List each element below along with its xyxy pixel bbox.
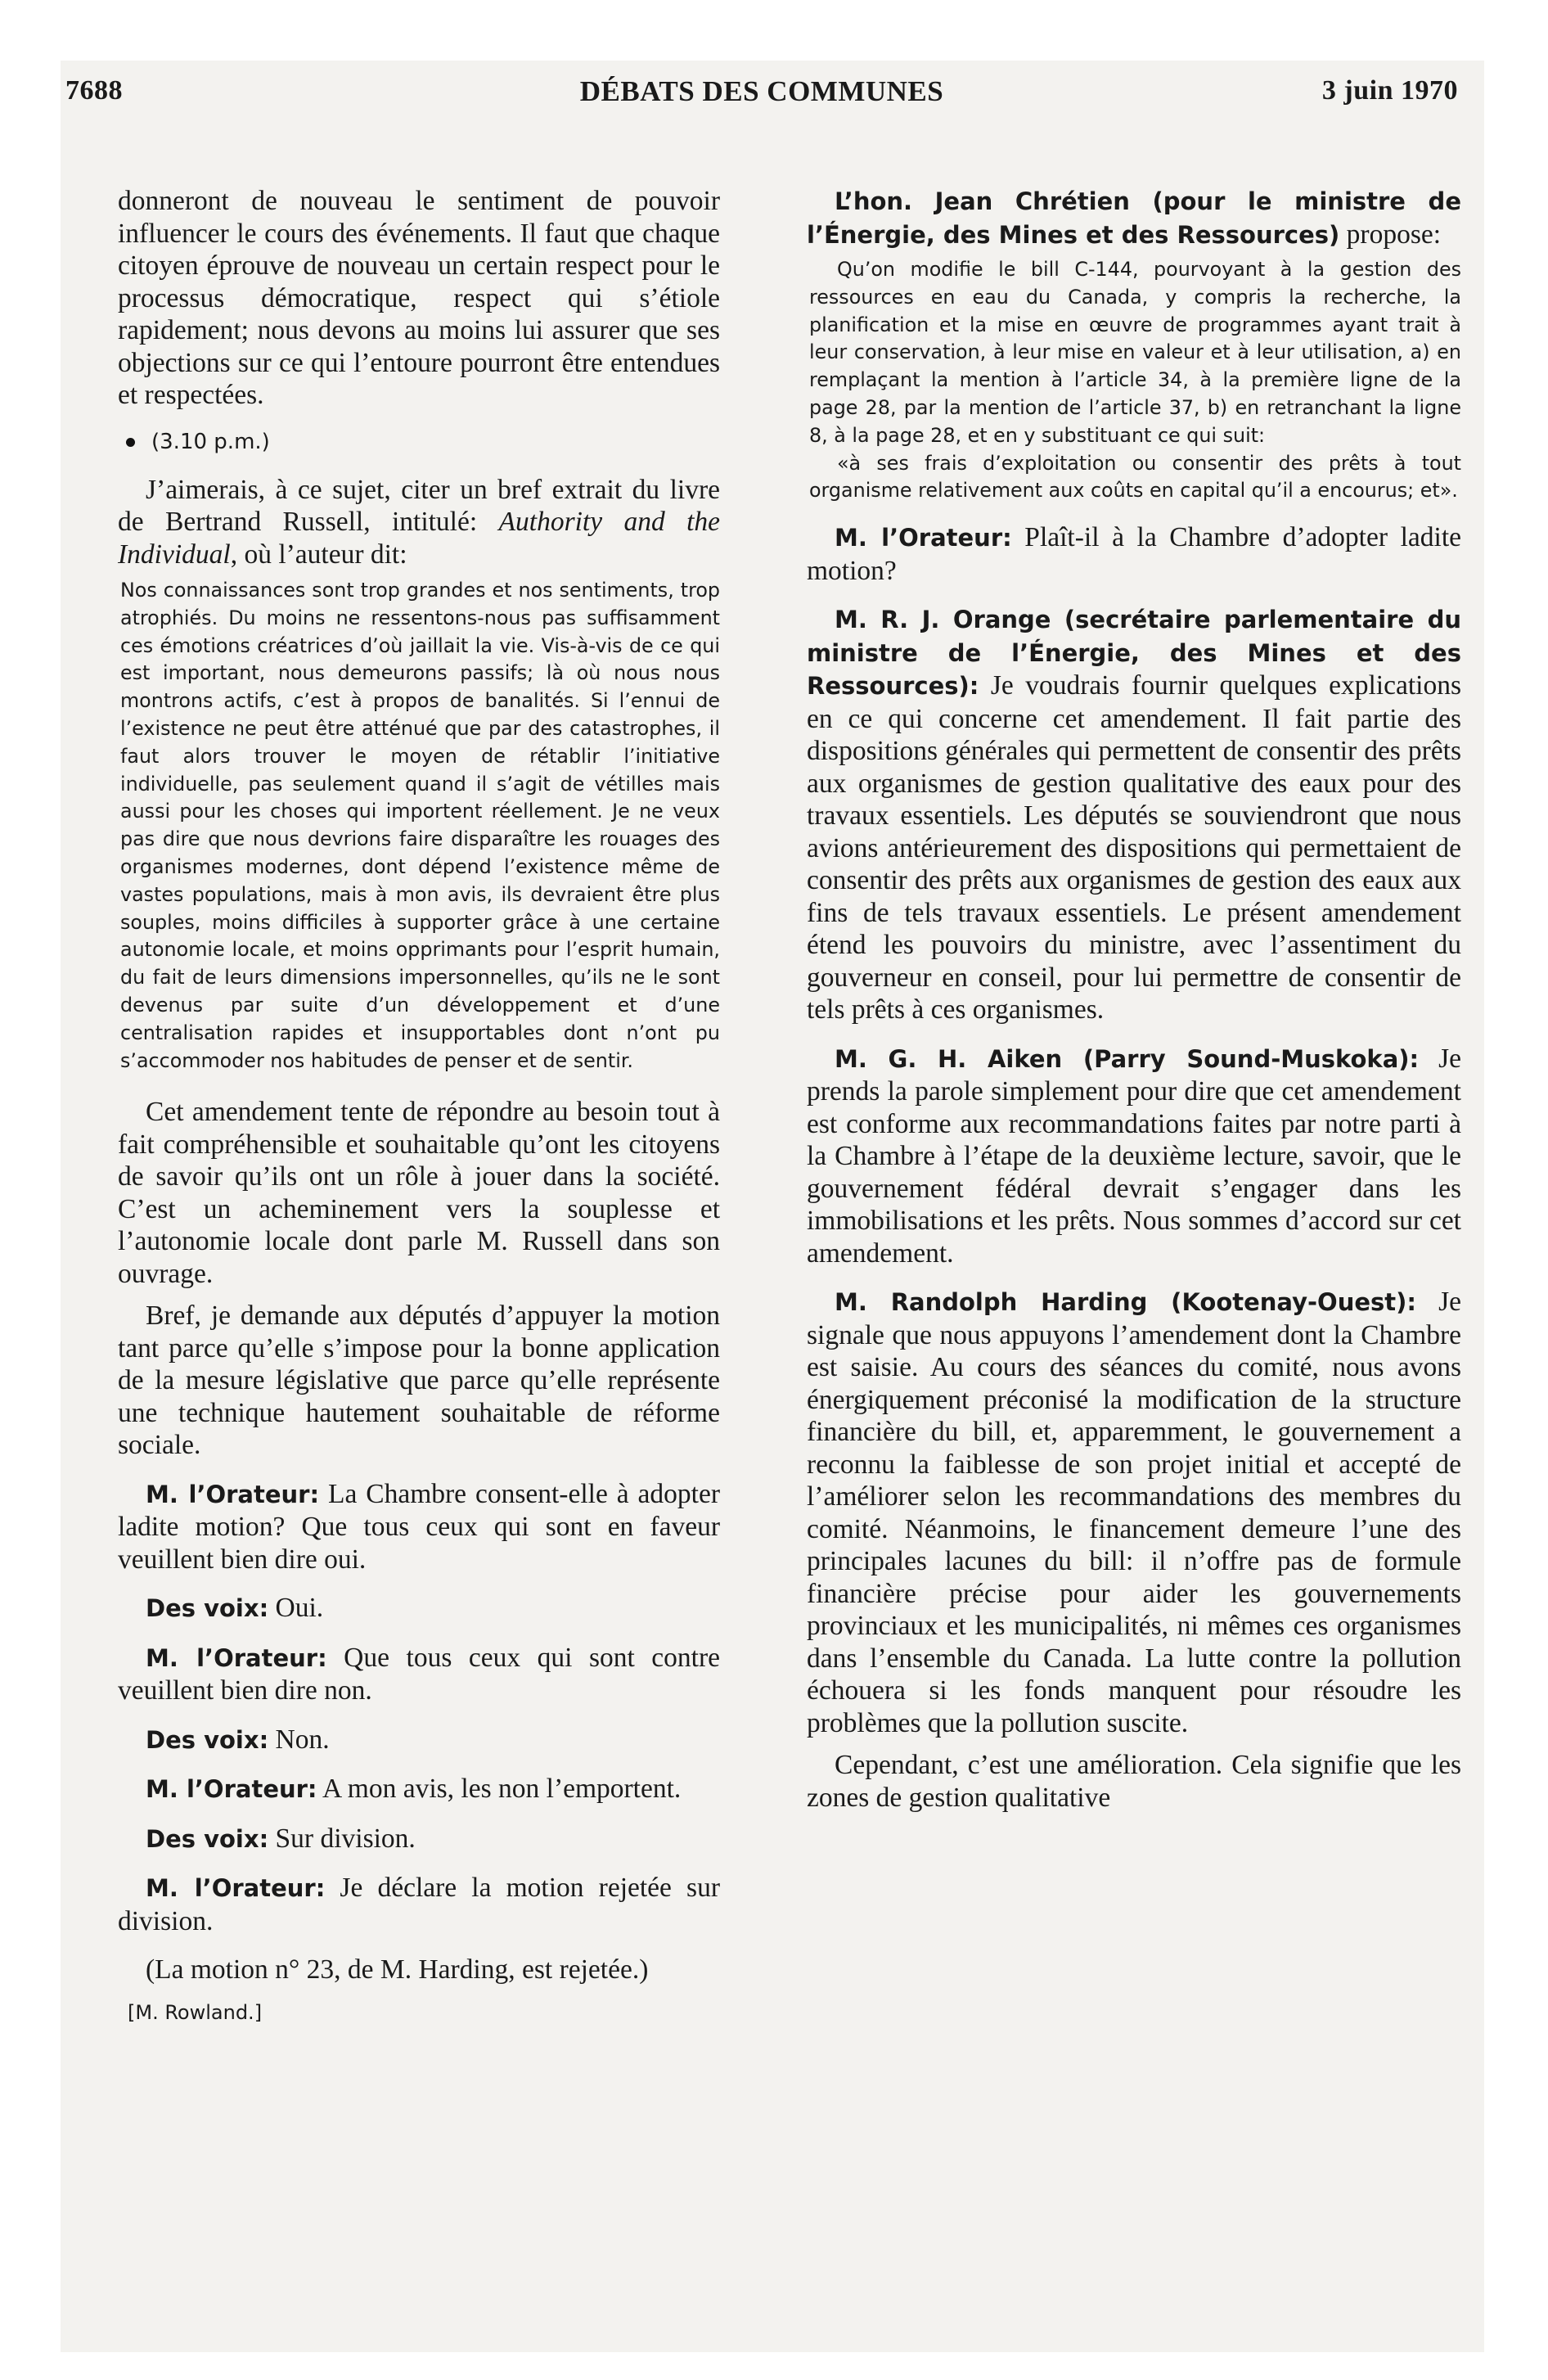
speech-text: Que tous ceux qui sont contre veuillent bien dire non.: [118, 1642, 720, 1706]
speaker-name: M. Randolph Harding (Kootenay-Ouest):: [835, 1288, 1416, 1317]
speech-text: Je déclare la motion rejetée sur division.: [118, 1873, 720, 1936]
speech: [118, 1872, 720, 1937]
speech: [118, 1642, 720, 1707]
paragraph: Cependant, c’est une amélioration. Cela signifie que les zones de gestion qualitative: [807, 1750, 1461, 1813]
speaker-name: M. G. H. Aiken (Parry Sound-Muskoka):: [835, 1044, 1420, 1073]
speaker-name: M. l’Orateur:: [146, 1643, 327, 1672]
speech-text: Non.: [268, 1724, 330, 1755]
speech: [118, 1592, 720, 1625]
speaker-name: Des voix:: [146, 1824, 269, 1853]
speaker-name: M. l’Orateur:: [146, 1874, 326, 1903]
page-header: [65, 75, 1458, 124]
speaker-name: M. l’Orateur:: [146, 1775, 317, 1804]
speech-text: Plaît-il à la Chambre d’adopter ladite motion?: [807, 522, 1461, 586]
speech-text: Oui.: [268, 1593, 324, 1624]
motion-text: Qu’on modifie le bill C-144, pourvoyant à la gestion des ressources en eau du Canada, y compris la recherche, la planification et la mise en œuvre de programmes ayant trait à leur conservation, à leur mise en valeur et à leur utilisation, a) en remplaçant la mention à l’article 34, à la première ligne de la page 28, par la mention de l’article 37, b) en retranchant la ligne 8, à la page 28, et en y substituant ce qui suit:: [809, 258, 1461, 447]
speech: [118, 1823, 720, 1856]
speech: [807, 1043, 1461, 1270]
speaker-name: Des voix:: [146, 1725, 269, 1754]
page-title: DÉBATS DES COMMUNES: [579, 75, 944, 107]
page-date: 3 juin 1970: [1321, 75, 1458, 106]
speech-text: Je signale que nous appuyons l’amendement dont la Chambre est saisie. Au cours des séances du comité, nous avons énergiquement préconisé la modification de la structure financière du bill, et, apparemment, le gouvernement a reconnu la faiblesse de son projet initial et accepté de l’améliorer selon les recommandations des membres du comité. Néanmoins, le financement demeure l’une des principales lacunes du bill: il n’offre pas de formule financière précise pour aider les gouvernements provinciaux et les municipalités, ni mêmes ces organismes dans l’ensemble du Canada. La lutte contre la pollution échouera si les fonds manquent pour résoudre les problèmes que la pollution suscite.: [807, 1287, 1461, 1738]
paragraph-text: , où l’auteur dit:: [230, 539, 407, 570]
speech: [807, 185, 1461, 251]
speaker-name: M. R. J. Orange (secrétaire parlementaire du ministre de l’Énergie, des Mines et des Ressources):: [807, 606, 1461, 701]
speech-text: propose:: [1339, 219, 1442, 250]
right-column: [807, 185, 1461, 1814]
paragraph: (La motion n° 23, de M. Harding, est rejetée.): [146, 1954, 649, 1986]
speech-text: Sur division.: [268, 1823, 416, 1854]
page-number: 7688: [65, 75, 123, 106]
book-title: Authority and the Individual: [118, 507, 721, 570]
paragraph: Cet amendement tente de répondre au besoin tout à fait compréhensible et souhaitable qu’ont les citoyens de savoir qu’ils ont un rôle à jouer dans la société. C’est un acheminement vers la souplesse et l’autonomie locale dont parle M. Russell dans son ouvrage.: [118, 1097, 720, 1289]
speech: [118, 1478, 720, 1576]
footer-attribution: [M. Rowland.]: [128, 2000, 263, 2024]
speech-text: La Chambre consent-elle à adopter ladite motion? Que tous ceux qui sont en faveur veuillent bien dire oui.: [118, 1478, 720, 1575]
speech: [807, 603, 1461, 1026]
speech: [807, 521, 1461, 587]
left-column: [118, 185, 720, 2024]
timestamp: [126, 430, 720, 454]
speech-text: A mon avis, les non l’emportent.: [317, 1774, 682, 1805]
bullet-icon: [126, 438, 135, 447]
speech: [807, 1286, 1461, 1739]
paragraph: [118, 474, 720, 571]
motion-quote: «à ses frais d’exploitation ou consentir des prêts à tout organisme relativement aux coûts en capital qu’il a encourus; et».: [809, 451, 1461, 503]
paragraph-text: J’aimerais, à ce sujet, citer un bref extrait du livre de Bertrand Russell, intitulé:: [118, 474, 720, 537]
speech-text: Je prends la parole simplement pour dire que cet amendement est conforme aux recommandations faites par notre parti à la Chambre à l’étape de la deuxième lecture, savoir, que le gouvernement fédéral devrait s’engager dans les immobilisations et les prêts. Nous sommes d’accord sur cet amendement.: [807, 1043, 1461, 1269]
speech: [118, 1724, 720, 1757]
speech: [118, 1773, 720, 1806]
timestamp-text: (3.10 p.m.): [151, 429, 270, 454]
speaker-name: M. l’Orateur:: [835, 524, 1012, 552]
speech-text: Je voudrais fournir quelques explications en ce qui concerne cet amendement. Il fait partie des dispositions générales qui permettent de consentir des prêts aux organismes de gestion qualitative des eaux pour des travaux essentiels. Les députés se souviendront que nous avions antérieurement des dispositions qui permettaient de consentir des prêts aux organismes de gestion des eaux aux fins de tels travaux essentiels. Le présent amendement étend les pouvoirs du ministre, avec l’assentiment du gouverneur en conseil, pour lui permettre de consentir de tels prêts à ces organismes.: [807, 670, 1461, 1025]
speaker-name: L’hon. Jean Chrétien (pour le ministre de l’Énergie, des Mines et des Ressources): [807, 187, 1461, 249]
block-quote: Nos connaissances sont trop grandes et nos sentiments, trop atrophiés. Du moins ne ressentons-nous pas suffisamment ces émotions créatrices d’où jaillait la vie. Vis-à-vis de ce qui est important, nous demeurons passifs; là où nous nous montrons actifs, c’est à propos de banalités. Si l’ennui de l’existence ne peut être atténué que par des catastrophes, il faut alors trouver le moyen de rétablir l’initiative individuelle, pas seulement quand il s’agit de vétilles mais aussi pour les choses qui importent réellement. Je ne veux pas dire que nous devrions faire disparaître les rouages des organismes modernes, dont dépend l’existence même de vastes populations, mais à mon avis, ils devraient être plus souples, moins difficiles à supporter grâce à une certaine autonomie locale, et moins opprimants pour l’esprit humain, du fait de leurs dimensions impersonnelles, qu’ils ne le sont devenus par suite d’un développement et d’une centralisation rapides et insupportables dont n’ont pu s’accommoder nos habitudes de penser et de sentir.: [120, 579, 720, 1072]
speaker-name: M. l’Orateur:: [146, 1480, 320, 1508]
speaker-name: Des voix:: [146, 1594, 269, 1623]
paragraph: Bref, je demande aux députés d’appuyer la motion tant parce qu’elle s’impose pour la bonne application de la mesure législative que parce qu’elle représente une technique hautement souhaitable de réforme sociale.: [118, 1300, 720, 1461]
paragraph: donneront de nouveau le sentiment de pouvoir influencer le cours des événements. Il faut que chaque citoyen éprouve de nouveau un certain respect pour le processus démocratique, respect qui s’étiole rapidement; nous devons au moins lui assurer que ses objections sur ce qui l’entoure pourront être entendues et respectées.: [118, 186, 720, 410]
